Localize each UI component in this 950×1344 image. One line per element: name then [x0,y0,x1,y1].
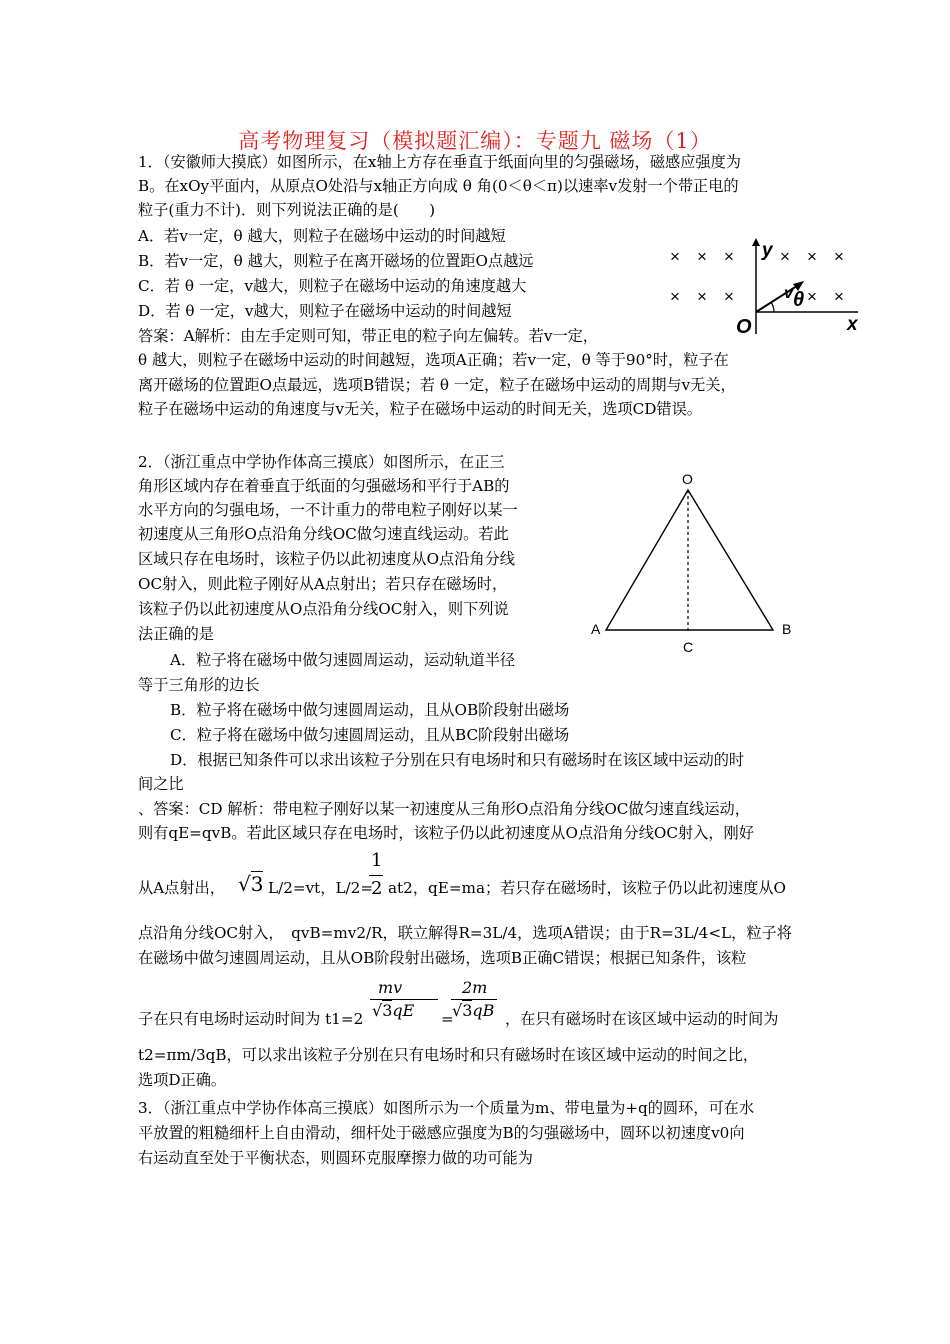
q1-answer-line-4: 粒子在磁场中运动的角速度与v无关，粒子在磁场中运动的时间无关，选项CD错误。 [138,400,702,418]
field-mark: × [834,247,844,266]
fraction-1-numerator: mv [378,978,403,997]
q2-stem-line-8: 法正确的是 [138,625,214,643]
q1-option-a: A．若v一定，θ 越大，则粒子在磁场中运动的时间越短 [138,227,506,245]
field-mark: × [670,287,680,306]
q2-answer-line-2: 则有qE=qvB。若此区域只存在电场时，该粒子仍以此初速度从O点沿角分线OC射入，刚好 [138,824,754,842]
page-title: 高考物理复习（模拟题汇编）：专题九 磁场（1） [238,129,712,153]
q2-option-c: C．粒子将在磁场中做匀速圆周运动，且从BC阶段射出磁场 [170,726,570,744]
q1-stem-line-3: 粒子(重力不计)．则下列说法正确的是( ) [138,201,436,219]
q2-figure [585,468,805,660]
sqrt-three: √3 [238,872,264,896]
q2-option-a-line-2: 等于三角形的边长 [138,676,260,694]
q2-option-a-line-1: A．粒子将在磁场中做匀速圆周运动，运动轨道半径 [170,651,516,669]
x-label: x [847,314,858,335]
field-mark: × [697,247,707,266]
vertex-o-label: O [682,471,693,487]
q1-stem-line-1: 1．（安徽师大摸底）如图所示，在x轴上方存在垂直于纸面向里的匀强磁场，磁感应强度为 [138,153,741,171]
q1-answer-line-2: θ 越大，则粒子在磁场中运动的时间越短，选项A正确；若v一定，θ 等于90°时，粒子在 [138,351,729,369]
q1-option-c: C．若 θ 一定，v越大，则粒子在磁场中运动的角速度越大 [138,277,527,295]
q2-option-b: B．粒子将在磁场中做匀速圆周运动，且从OB阶段射出磁场 [170,701,570,719]
q2-answer-line-7: t2=πm/3qB，可以求出该粒子分别在只有电场时和只有磁场时在该区域中运动的时间之比， [138,1046,759,1064]
fraction-2-numerator: 2m [462,978,488,997]
q2-stem-line-6: OC射入，则此粒子刚好从A点射出；若只存在磁场时， [138,575,508,593]
q2-stem-line-1: 2．（浙江重点中学协作体高三摸底）如图所示，在正三 [138,453,505,471]
q1-option-b: B．若v一定，θ 越大，则粒子在离开磁场的位置距O点越远 [138,252,534,270]
fraction-2-denominator: √3qB [452,1001,495,1020]
y-label: y [762,240,773,261]
q2-answer-line-6-start: 子在只有电场时运动时间为 t1=2 [138,1010,364,1028]
field-mark: × [670,247,680,266]
q2-answer-line-6-end: ，在只有磁场时在该区域中运动的时间为 [505,1010,779,1028]
theta-label: θ [793,289,805,311]
fraction-1-denominator: √3qE [372,1001,415,1020]
q2-stem-line-2: 角形区域内存在着垂直于纸面的匀强磁场和平行于AB的 [138,477,510,495]
q2-stem-line-5: 区域只存在电场时，该粒子仍以此初速度从O点沿角分线 [138,550,515,568]
q2-answer-line-1: 、答案：CD 解析：带电粒子刚好以某一初速度从三角形O点沿角分线OC做匀速直线运动， [138,800,750,818]
q2-answer-line-8: 选项D正确。 [138,1071,227,1089]
q2-answer-line-5: 在磁场中做匀速圆周运动，且从OB阶段射出磁场，选项B正确C错误；根据已知条件，该粒 [138,949,747,967]
point-c-label: C [683,639,694,655]
q1-answer-line-3: 离开磁场的位置距O点最远，选项B错误；若 θ 一定，粒子在磁场中运动的周期与v无关， [138,376,736,394]
q1-option-d: D．若 θ 一定，v越大，则粒子在磁场中运动的时间越短 [138,302,512,320]
q2-stem-line-7: 该粒子仍以此初速度从O点沿角分线OC射入，则下列说 [138,600,509,618]
field-mark: × [807,247,817,266]
field-mark: × [780,247,790,266]
field-mark: × [724,287,734,306]
y-axis-arrow [752,238,760,246]
vertex-b-label: B [782,621,792,637]
q3-stem-line-2: 平放置的粗糙细杆上自由滑动，细杆处于磁感应强度为B的匀强磁场中，圆环以初速度v0向 [138,1124,745,1142]
field-mark: × [834,287,844,306]
q2-answer-line-3-end: at2，qE=ma；若只存在磁场时，该粒子仍以此初速度从O [388,879,787,897]
fraction-half-numerator: 1 [371,850,383,871]
q3-stem-line-1: 3．（浙江重点中学协作体高三摸底）如图所示为一个质量为m、带电量为+q的圆环，可在水 [138,1099,755,1117]
triangle [606,490,773,630]
origin-label: O [736,316,752,338]
q2-stem-line-4: 初速度从三角形O点沿角分线OC做匀速直线运动。若此 [138,525,509,543]
equals-sign: = [441,1010,454,1028]
q2-option-d-line-2: 间之比 [138,775,184,793]
q3-stem-line-3: 右运动直至处于平衡状态，则圆环克服摩擦力做的功可能为 [138,1149,533,1167]
velocity-label: v [784,285,793,302]
field-mark: × [697,287,707,306]
q2-answer-line-4: 点沿角分线OC射入， qvB=mv2/R，联立解得R=3L/4，选项A错误；由于R=3L/4<L，粒子将 [138,924,792,942]
field-mark: × [724,247,734,266]
q2-answer-line-3-mid: L/2=vt，L/2= [268,879,374,897]
q1-figure [662,232,872,344]
q2-answer-line-3-start: 从A点射出， [138,879,225,897]
field-mark: × [807,287,817,306]
theta-arc [771,302,774,312]
q2-stem-line-3: 水平方向的匀强电场，一不计重力的带电粒子刚好以某一 [138,501,518,519]
q2-option-d-line-1: D．根据已知条件可以求出该粒子分别在只有电场时和只有磁场时在该区域中运动的时 [170,751,745,769]
vertex-a-label: A [591,621,601,637]
q1-stem-line-2: B。在xOy平面内，从原点O处沿与x轴正方向成 θ 角(0＜θ＜π)以速率v发射一个带正电的 [138,177,739,195]
fraction-half-denominator: 2 [371,878,383,899]
q1-answer-line-1: 答案：A解析：由左手定则可知，带正电的粒子向左偏转。若v一定， [138,327,598,345]
